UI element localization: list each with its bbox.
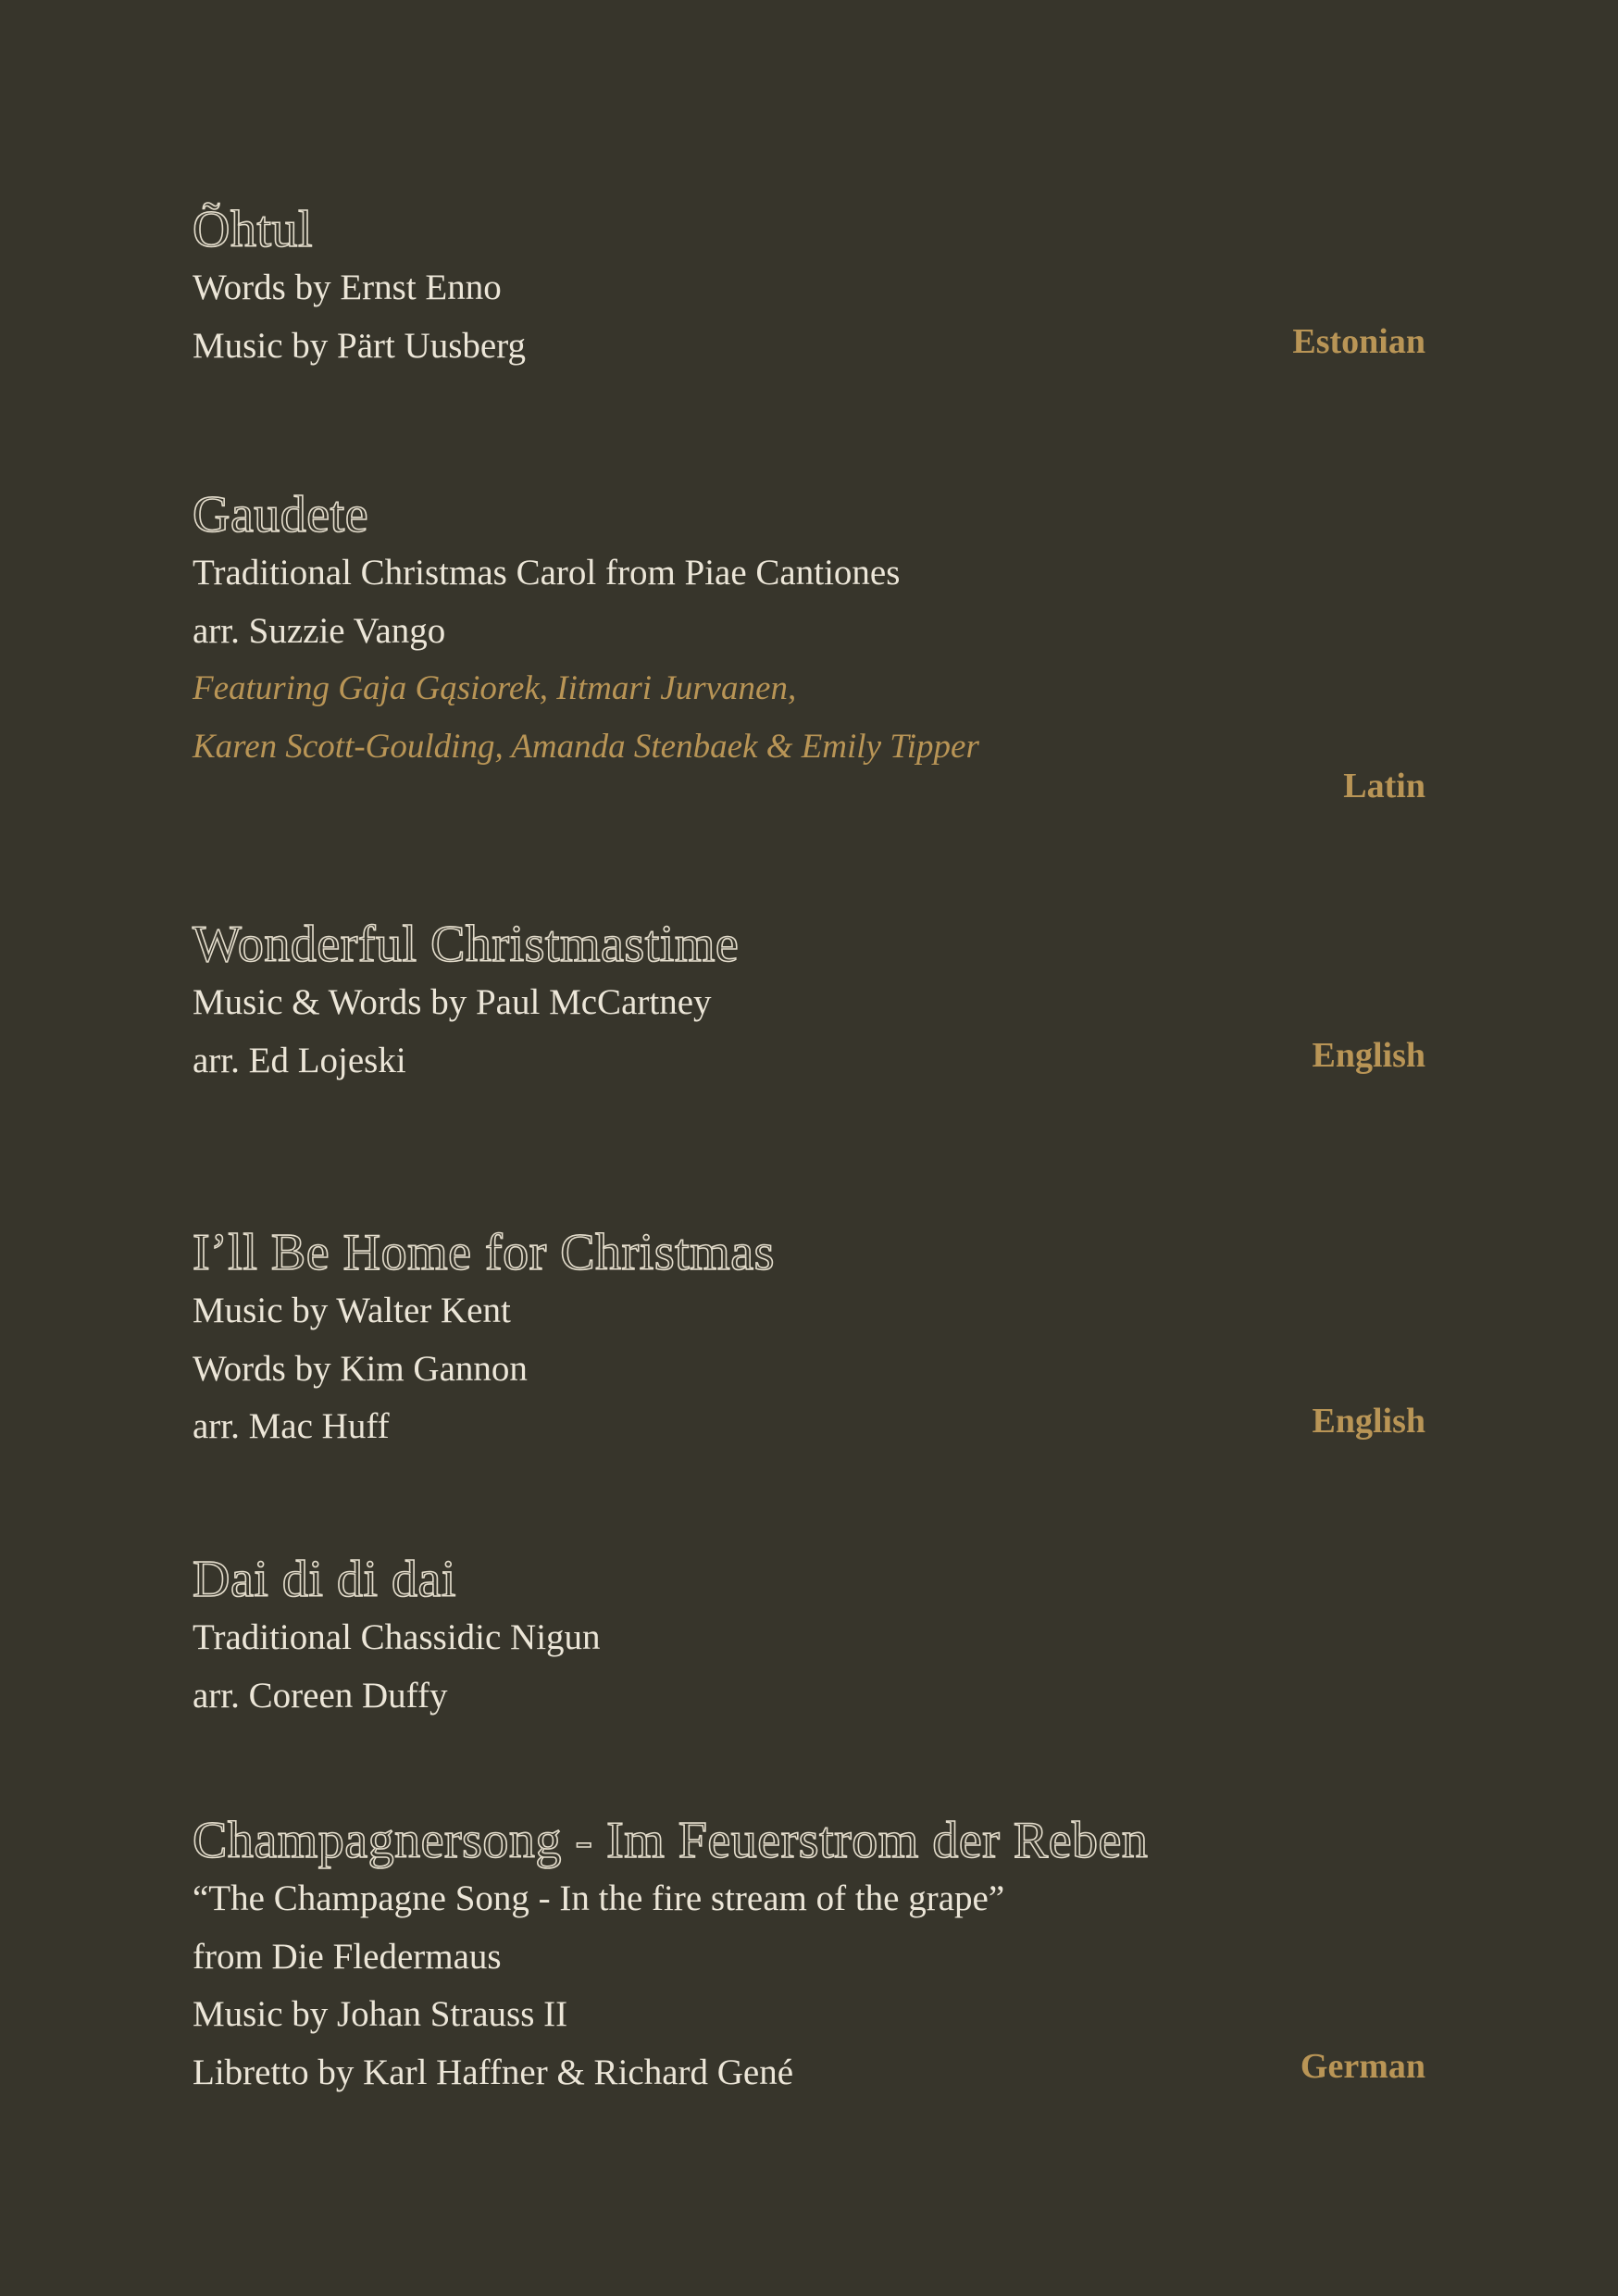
credit-line: Words by Kim Gannon xyxy=(193,1348,528,1389)
language-label: German xyxy=(1300,2047,1425,2086)
language-label: Estonian xyxy=(1292,322,1425,361)
piece-title: Dai di di dai xyxy=(193,1551,456,1608)
credit-line: Libretto by Karl Haffner & Richard Gené xyxy=(193,2052,794,2092)
credit-line: Traditional Chassidic Nigun xyxy=(193,1617,601,1657)
piece-title: Champagnersong - Im Feuerstrom der Reben xyxy=(193,1812,1149,1869)
featuring-line: Featuring Gaja Gąsiorek, Iitmari Jurvanen, xyxy=(193,669,797,707)
piece-title: Õhtul xyxy=(193,201,314,258)
piece-title: Gaudete xyxy=(193,486,369,543)
credit-line: Traditional Christmas Carol from Piae Cantiones xyxy=(193,553,901,593)
credit-line: Music by Walter Kent xyxy=(193,1291,511,1330)
language-label: English xyxy=(1312,1036,1425,1075)
piece-title: Wonderful Christmastime xyxy=(193,916,740,973)
credit-line: Words by Ernst Enno xyxy=(193,268,502,307)
credit-line: Music & Words by Paul McCartney xyxy=(193,982,712,1022)
piece-title: I’ll Be Home for Christmas xyxy=(193,1224,775,1281)
featuring-line: Karen Scott-Goulding, Amanda Stenbaek & Emily Tipper xyxy=(193,727,979,766)
programme-item xyxy=(193,1223,1425,1456)
credit-line: from Die Fledermaus xyxy=(193,1936,502,1977)
programme-item xyxy=(193,485,1425,805)
credit-line: “The Champagne Song - In the fire stream of the grape” xyxy=(193,1878,1005,1918)
credit-line: arr. Mac Huff xyxy=(193,1406,390,1446)
credit-line: arr. Coreen Duffy xyxy=(193,1675,448,1716)
programme-item xyxy=(193,915,1425,1090)
credit-line: arr. Suzzie Vango xyxy=(193,610,446,651)
programme-item xyxy=(193,200,1425,375)
credit-line: Music by Johan Strauss II xyxy=(193,1994,568,2034)
programme-item xyxy=(193,1811,1425,2102)
programme-item xyxy=(193,1550,1425,1725)
credit-line: Music by Pärt Uusberg xyxy=(193,325,527,366)
credit-line: arr. Ed Lojeski xyxy=(193,1040,406,1080)
language-label: Latin xyxy=(1343,767,1425,805)
language-label: English xyxy=(1312,1402,1425,1441)
